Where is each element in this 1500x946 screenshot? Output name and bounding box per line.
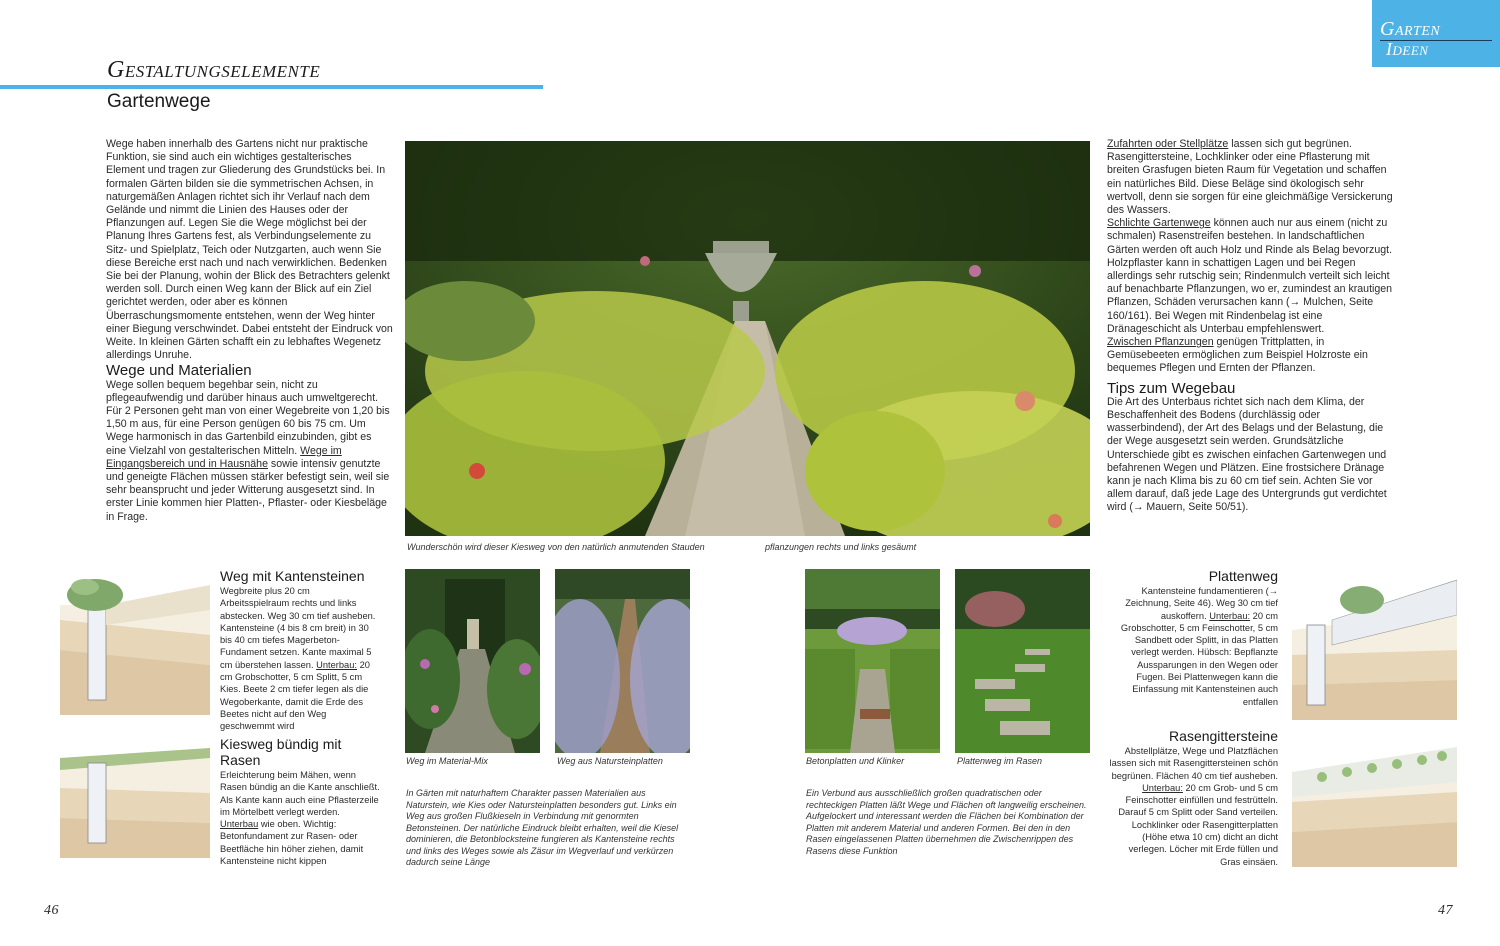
plattenweg-block (1108, 566, 1278, 708)
kantensteine-heading: Weg mit Kantensteinen (220, 568, 365, 584)
kantensteine-drawing (60, 565, 210, 715)
kiesweg-drawing (60, 738, 210, 858)
main-photo-caption-right: pflanzungen rechts und links gesäumt (765, 542, 917, 552)
main-garden-photo (405, 141, 1090, 536)
rasengitter-heading: Rasengittersteine (1169, 728, 1278, 744)
caption-material-mix: Weg im Material-Mix (406, 756, 488, 766)
page-subtitle: Gartenwege (107, 91, 211, 112)
photo-betonplatten-klinker (805, 569, 940, 753)
plattenweg-heading: Plattenweg (1208, 568, 1278, 584)
driveways-paragraph: Zufahrten oder Stellplätze lassen sich gut begrünen. Rasengittersteine, Lochklinker oder eine Pflasterung mit breiten Grasfugen bieten Raum für Vegetation und schaffen ein natürliches Bild. Diese Beläge sind ökologisch sehr wertvoll, denn sie sorgen für eine gleichmäßige Versickerung des Wassers. (1107, 138, 1393, 217)
kiesweg-block (220, 734, 380, 867)
between-plantings-link: Zwischen Pflanzungen (1107, 336, 1214, 349)
driveways-link: Zufahrten oder Stellplätze (1107, 138, 1229, 150)
kantensteine-block (220, 566, 380, 733)
page-number-right: 47 (1438, 903, 1453, 918)
left-column (106, 138, 393, 524)
right-column (1107, 138, 1394, 515)
materials-heading: Wege und Materialien (106, 362, 252, 380)
rasengitter-drawing (1292, 742, 1457, 867)
photo-plattenweg-rasen (955, 569, 1090, 753)
plattenweg-text: Kantensteine fundamentieren (→ Zeichnung, Seite 46). Weg 30 cm tief auskoffern. Unterbau: 20 cm Grobschotter, 5 cm Feinschotter, 5 cm Sandbett oder Splitt, in das Platten verlegt werden. Hübsch: Bepflanzte Aussparungen in den Wegen oder Fugen. Bei Plattenwegen kann die Einfassung mit Kantensteinen auch entfallen (1120, 586, 1278, 707)
plattenweg-drawing (1292, 570, 1457, 720)
tab-line2: Ideen (1386, 39, 1429, 59)
kantensteine-text: Wegbreite plus 20 cm Arbeitsspielraum rechts und links abstecken. Weg 30 cm tief ausheben. Kantensteine (4 bis 8 cm breit) in 30 bis 40 cm tiefes Magerbeton-Fundament setzen. Kante maximal 5 cm überstehen lassen. Unterbau: 20 cm Grobschotter, 5 cm Splitt, 5 cm Kies. Beete 2 cm tiefer legen als die Wegoberkante, damit die Erde des Beetes nicht auf den Weg geschwemmt wird (220, 586, 376, 732)
simple-paths-paragraph: Schlichte Gartenwege können auch nur aus einem (nicht zu schmalen) Rasenstreifen bestehen. In landschaftlichen Gärten werden oft auch Holz und Rinde als Belag bevorzugt. Holzpflaster kann in schattigen Lagen und bei Regen allerdings sehr rutschig sein; Rindenmulch verteilt sich leicht auf benachbarte Pflanzungen, wo er, zumindest an krautigen Pflanzen, Schäden verursachen kann (→ Mulchen, Seite 160/161). Bei Wegen mit Rindenbelag ist eine Dränageschicht als Unterbau empfehlenswert. (1107, 217, 1393, 335)
page-number-left: 46 (44, 903, 59, 918)
page-title: Gestaltungselemente (107, 57, 321, 83)
photo-natursteinplatten (555, 569, 690, 753)
kiesweg-heading: Kiesweg bündig mit Rasen (220, 736, 342, 768)
tab-line1: Garten (1380, 18, 1441, 40)
photos-right-text: Ein Verbund aus ausschließlich großen quadratischen oder rechteckigen Platten läßt Wege und Flächen oft langweilig erscheinen. Aufgelockert und interessant werden die Flächen bei Kombination der Platten mit anderem Material und anderen Formen. Bei den in den Rasen eingelassenen Platten übernehmen die Zwischenrippen des Rasens diese Funktion (806, 788, 1087, 856)
materials-link: Wege im Eingangsbereich und in Hausnähe (106, 444, 342, 470)
main-photo-caption-left: Wunderschön wird dieser Kiesweg von den natürlich anmutenden Stauden (407, 542, 705, 552)
simple-paths-link: Schlichte Gartenwege (1107, 217, 1211, 230)
category-tab (1372, 0, 1500, 67)
rasengitter-block (1108, 726, 1278, 868)
photo-material-mix (405, 569, 540, 753)
materials-paragraph: Wege sollen bequem begehbar sein, nicht zu pflegeaufwendig und darüber hinaus auch umweltgerecht. Für 2 Personen geht man von einer Wegebreite von 1,20 bis 1,50 m aus, für eine Person genügen 60 bis 75 cm. Um Wege harmonisch in das Gartenbild einzubinden, gibt es eine Vielzahl von gestalterischen Mitteln. Wege im Eingangsbereich und in Hausnähe sowie intensiv genutzte und geneigte Flächen müssen stärker befestigt sein, weil sie sehr beansprucht und jeder Witterung ausgesetzt sind. In erster Linie kommen hier Platten-, Pflaster- oder Kiesbeläge in Frage. (106, 378, 390, 523)
kiesweg-text: Erleichterung beim Mähen, wenn Rasen bündig an die Kante anschließt. Als Kante kann auch eine Pflasterzeile im Mörtelbett verlegt werden. Unterbau wie oben. Wichtig: Betonfundament zur Rasen- oder Beetfläche hin höher ziehen, damit Kantensteine nicht kippen (220, 770, 380, 867)
rasengitter-text: Abstellplätze, Wege und Platzflächen lassen sich mit Rasengittersteinen schön begrünen. Flächen 40 cm tief ausheben. Unterbau: 20 cm Grob- und 5 cm Feinschotter einfüllen und festrütteln. Darauf 5 cm Splitt oder Sand verteilen. Lochklinker oder Rasengitterplatten (Höhe etwa 10 cm) dicht an dicht verlegen. Löcher mit Erde füllen und Gras einsäen. (1109, 746, 1278, 867)
caption-plattenweg-rasen: Plattenweg im Rasen (957, 756, 1043, 766)
tips-paragraph: Die Art des Unterbaus richtet sich nach dem Klima, der Beschaffenheit des Bodens (durchlässig oder wasserbindend), der Art des Belags und der Belastung, die der Wege ausgesetzt sein werden. Grundsätzliche Unterschiede gibt es zwischen einfachen Gartenwegen und befahrenen Wegen und Plätzen. Eine frostsichere Dränage kann je nach Klima bis zu 60 cm tief sein. Achten Sie vor allem darauf, daß jede Lage des Untergrunds gut verdichtet wird (→ Mauern, Seite 50/51). (1107, 395, 1387, 514)
photos-left-text: In Gärten mit naturhaftem Charakter passen Materialien aus Naturstein, wie Kies oder Natursteinplatten besonders gut. Links ein Weg aus großen Flußkieseln in Verbindung mit genormten Betonsteinen. Der natürliche Eindruck bleibt erhalten, weil die Kiesel dominieren, die Betonblocksteine fungieren als Kantensteine rechts und links des Weges sowie als Zäsur im Wegverlauf und verkürzen dadurch seine Länge (406, 788, 679, 867)
caption-natursteinplatten: Weg aus Natursteinplatten (557, 756, 663, 766)
caption-betonplatten-klinker: Betonplatten und Klinker (806, 756, 905, 766)
tips-heading: Tips zum Wegebau (1107, 379, 1236, 397)
intro-paragraph: Wege haben innerhalb des Gartens nicht nur praktische Funktion, sie sind auch ein wichtiges gestalterisches Element und tragen zur Gliederung des Grundstücks bei. In formalen Gärten bilden sie die symmetrischen Achsen, in naturgemäßen Anlagen richtet sich ihr Verlauf nach dem Gelände und nimmt die Linien des Hauses oder der Pflanzungen auf. Legen Sie die Wege möglichst bei der Planung Ihres Gartens fest, als Verbindungselemente zu Sitz- und Spielplatz, Teich oder Nutzgarten, auch wenn Sie diese Bereiche erst nach und nach verwirklichen. Bedenken Sie bei der Planung, wohin der Blick des Betrachters gelenkt werden soll. Durch einen Weg kann der Blick auf ein Ziel gerichtet werden, oder aber es können Überraschungsmomente entstehen, wenn der Weg hinter einer Biegung verschwindet. Dabei entsteht der Eindruck von Weite. In kleinen Gärten schafft ein zu lebhaftes Wegenetz allerdings Unruhe. (106, 138, 393, 362)
between-plantings-paragraph: Zwischen Pflanzungen genügen Trittplatten, in Gemüsebeeten ermöglichen zum Beispiel Holzroste ein bequemes Pflegen und Ernten der Pflanzen. (1107, 336, 1368, 375)
title-rule (0, 85, 543, 89)
